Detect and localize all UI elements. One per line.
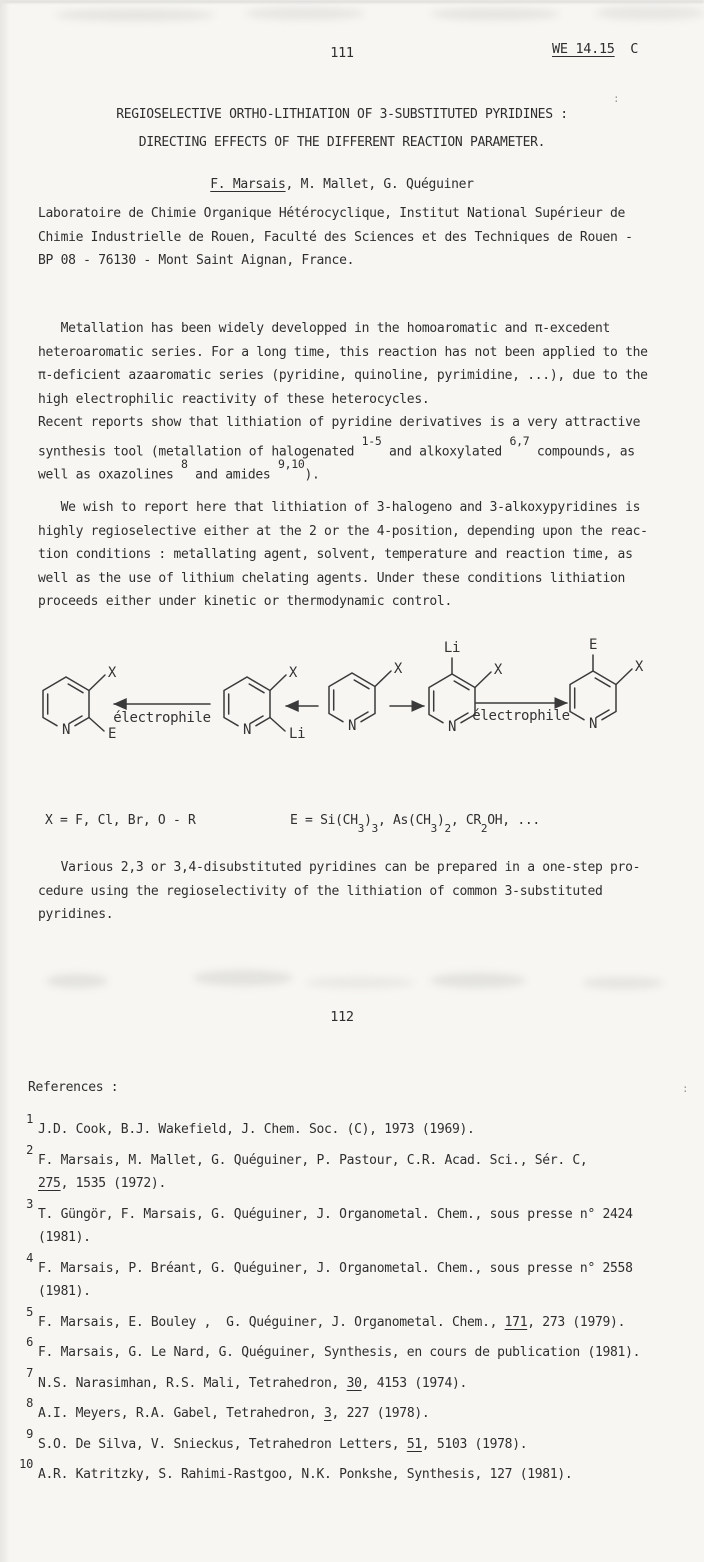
paragraph-1 [38, 317, 648, 482]
electrophile-label-left: électrophile [113, 710, 211, 726]
scan-smudge [430, 973, 526, 988]
text-line: pyridines. [38, 907, 114, 922]
reference-text-line: F. Marsais, E. Bouley , G. Quéguiner, J. Organometal. Chem., 171, 273 (1979). [38, 1314, 626, 1330]
text-line: Laboratoire de Chimie Organique Hétérocyclique, Institut National Supérieur de [38, 206, 626, 221]
nitrogen-atom-label: N [588, 716, 598, 732]
text-line: highly regioselective either at the 2 or the 4-position, depending upon the reac- [38, 523, 648, 539]
text-line: π-deficient azaaromatic series (pyridine, quinoline, pyrimidine, ...), due to the [38, 368, 648, 383]
reference-item [26, 1112, 688, 1142]
reference-item [26, 1196, 688, 1250]
authors-line [0, 173, 684, 197]
text-line: well as oxazolines $^8$ and amides $^{9,10}$). [38, 457, 320, 483]
reference-item [26, 1304, 688, 1335]
reference-number: 6 [26, 1335, 33, 1349]
text-line: REGIOSELECTIVE ORTHO-LITHIATION OF 3-SUBSTITUTED PYRIDINES : [116, 107, 568, 122]
references-list [19, 1112, 688, 1494]
paragraph-3 [38, 856, 640, 927]
electrophile-label-right: électrophile [472, 708, 570, 724]
reference-text-line: T. Güngör, F. Marsais, G. Quéguiner, J. Organometal. Chem., sous presse n° 2424 [38, 1206, 633, 1222]
reference-text-line: 275, 1535 (1972). [38, 1176, 166, 1191]
reference-item [26, 1335, 688, 1365]
scan-smudge [245, 7, 365, 20]
scan-smudge [305, 977, 415, 988]
text-line: tion conditions : metallating agent, solvent, temperature and reaction time, as [38, 547, 633, 562]
substituent-3-label: X [634, 659, 644, 675]
text-line: Chimie Industrielle de Rouen, Faculté des Sciences et des Techniques de Rouen - [38, 229, 633, 245]
scan-smudge [430, 8, 560, 20]
scan-smudge [46, 974, 108, 988]
text-line: Metallation has been widely developped in the homoaromatic and π-excedent [38, 321, 611, 336]
reference-number: 9 [26, 1426, 33, 1441]
reference-text-line: S.O. De Silva, V. Snieckus, Tetrahedron Letters, 51, 5103 (1978). [38, 1436, 528, 1452]
scan-smudge [582, 977, 664, 989]
text-line: F. Marsais, M. Mallet, G. Quéguiner [210, 177, 474, 192]
substituent-3-label: X [493, 662, 503, 678]
structure-2E-3X-pyridine [43, 665, 117, 742]
reference-text-line: F. Marsais, M. Mallet, G. Quéguiner, P. Pastour, C.R. Acad. Sci., Sér. C, [38, 1152, 588, 1168]
text-line: cedure using the regioselectivity of the lithiation of common 3-substituted [38, 883, 603, 899]
reference-text-line: (1981). [38, 1230, 91, 1245]
reference-number: 10 [19, 1457, 33, 1471]
paper-title [0, 101, 684, 157]
reference-text-line: A.I. Meyers, R.A. Gabel, Tetrahedron, 3, 227 (1978). [38, 1406, 430, 1421]
text-line: heteroaromatic series. For a long time, this reaction has not been applied to the [38, 344, 648, 360]
structure-2Li-3X-pyridine [224, 665, 305, 742]
session-code: WE 14.15 C [552, 41, 639, 57]
reference-text-line: F. Marsais, G. Le Nard, G. Quéguiner, Synthesis, en cours de publication (1981). [38, 1345, 641, 1360]
text-line: DIRECTING EFFECTS OF THE DIFFERENT REACTION PARAMETER. [138, 135, 546, 150]
structure-3X-pyridine [329, 661, 403, 734]
text-line: We wish to report here that lithiation of 3-halogeno and 3-alkoxypyridines is [38, 500, 641, 515]
reference-item [26, 1365, 688, 1396]
affiliation [38, 202, 633, 273]
scan-smudge [595, 6, 704, 20]
e-definition: $E = Si(CH_3)_3$, $As(CH_3)_2$, $CR_2OH$, ... [290, 813, 540, 835]
reference-number: 8 [26, 1396, 33, 1410]
reference-item [26, 1426, 688, 1457]
reference-item [26, 1396, 688, 1426]
scan-edge-line [0, 0, 704, 3]
nitrogen-atom-label: N [347, 718, 357, 734]
reference-text-line: N.S. Narasimhan, R.S. Mali, Tetrahedron, 30, 4153 (1974). [38, 1375, 468, 1391]
text-line: Recent reports show that lithiation of pyridine derivatives is a very attractive [38, 415, 641, 430]
structure-4E-3X-pyridine [570, 637, 644, 732]
reference-item [26, 1142, 688, 1196]
reference-number: 3 [26, 1196, 33, 1211]
text-line: Various 2,3 or 3,4-disubstituted pyridines can be prepared in a one-step pro- [38, 860, 641, 875]
substituent-2-label: Li [289, 726, 306, 742]
references-heading: References : [28, 1080, 119, 1095]
reaction-scheme [0, 628, 704, 803]
reference-text-line: (1981). [38, 1284, 91, 1299]
reference-text-line: F. Marsais, P. Bréant, G. Quéguiner, J. Organometal. Chem., sous presse n° 2558 [38, 1260, 633, 1276]
page-number: 112 [330, 1009, 354, 1025]
scan-smudge [55, 9, 215, 21]
paragraph-2 [38, 496, 648, 614]
scan-speck: : [682, 1082, 689, 1095]
substituent-3-label: X [288, 665, 298, 681]
nitrogen-atom-label: N [447, 719, 457, 735]
scan-speck: : [613, 92, 620, 105]
reference-number: 2 [26, 1142, 33, 1157]
reference-number: 1 [26, 1112, 33, 1126]
text-line: well as the use of lithium chelating agents. Under these conditions lithiation [38, 570, 626, 586]
reference-number: 5 [26, 1304, 33, 1319]
substituent-4-label: E [588, 637, 598, 653]
reference-item [26, 1250, 688, 1304]
substituent-3-label: X [107, 665, 117, 681]
text-line: proceeds either under kinetic or thermodynamic control. [38, 594, 452, 609]
substituent-2-label: E [108, 726, 117, 742]
page-number: 111 [330, 45, 354, 61]
substituent-3-label: X [393, 661, 403, 677]
nitrogen-atom-label: N [61, 722, 71, 738]
substituent-4-label: Li [443, 640, 461, 656]
scan-smudge [193, 970, 293, 986]
text-line: synthesis tool (metallation of halogenated $^{1-5}$ and alkoxylated $^{6,7}$ compounds, as [38, 433, 635, 459]
page-number-112 [0, 1006, 684, 1030]
reference-text-line: J.D. Cook, B.J. Wakefield, J. Chem. Soc. (C), 1973 (1969). [38, 1122, 475, 1137]
nitrogen-atom-label: N [242, 722, 252, 738]
reference-number: 7 [26, 1365, 33, 1380]
text-line: high electrophilic reactivity of these heterocycles. [38, 391, 430, 407]
reference-text-line: A.R. Katritzky, S. Rahimi-Rastgoo, N.K. Ponkshe, Synthesis, 127 (1981). [38, 1467, 573, 1482]
reference-item [19, 1457, 688, 1487]
reference-number: 4 [26, 1250, 33, 1265]
text-line: BP 08 - 76130 - Mont Saint Aignan, France. [38, 253, 355, 268]
x-definition: X = F, Cl, Br, O - R [45, 813, 196, 828]
